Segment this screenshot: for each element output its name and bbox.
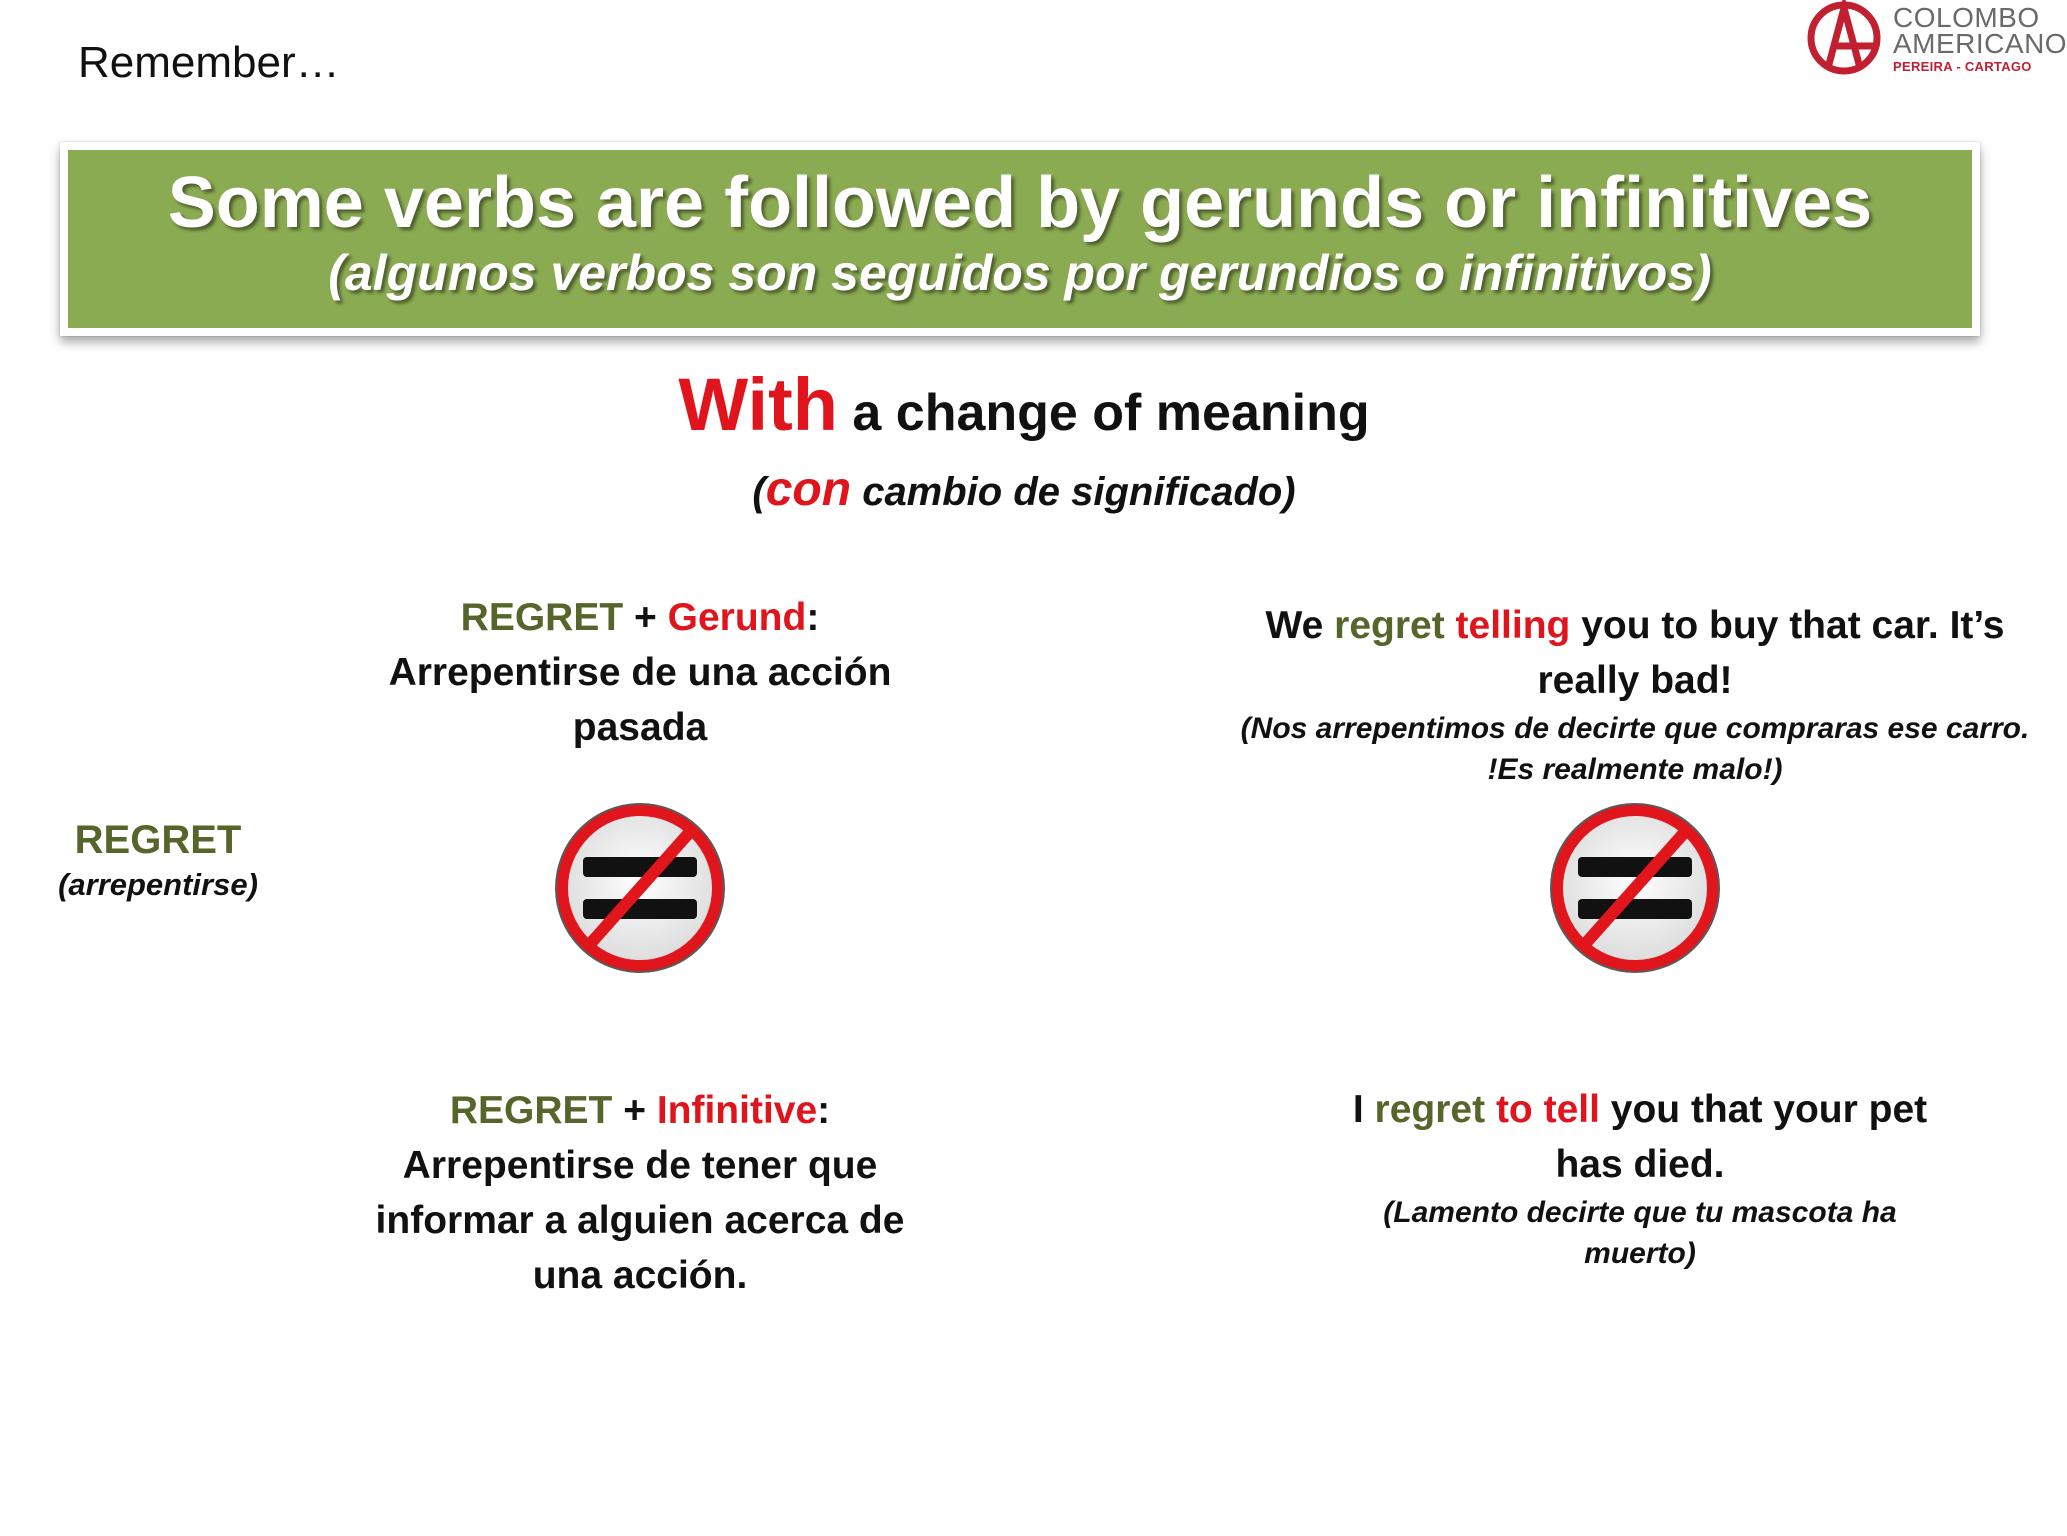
gerund-example-translation-1: (Nos arrepentimos de decirte que compraras ese carro. bbox=[1240, 712, 2030, 745]
logo-line-1: COLOMBO bbox=[1893, 2, 2040, 33]
infinitive-ex-rest1: you that your pet bbox=[1599, 1088, 1928, 1131]
verb-word: REGRET bbox=[74, 818, 242, 862]
gerund-example bbox=[1230, 598, 2040, 790]
infinitive-example bbox=[1280, 1082, 2000, 1274]
gerund-form: Gerund bbox=[667, 596, 807, 639]
heading-with: With bbox=[678, 363, 838, 446]
infinitive-example-line-1 bbox=[1280, 1082, 2000, 1137]
section-heading bbox=[0, 362, 2048, 447]
gerund-rule-heading bbox=[340, 590, 940, 645]
gerund-ex-rest1: you to buy that car. It’s bbox=[1570, 604, 2005, 647]
section-subheading bbox=[0, 462, 2048, 517]
infinitive-example-line-2: has died. bbox=[1555, 1143, 1725, 1186]
infinitive-rule bbox=[340, 1083, 940, 1303]
gerund-meaning-line-2: pasada bbox=[572, 706, 708, 749]
logo-text bbox=[1893, 4, 2067, 73]
infinitive-meaning-line-3: una acción. bbox=[532, 1254, 748, 1297]
infinitive-meaning-line-2: informar a alguien acerca de bbox=[375, 1199, 905, 1242]
gerund-example-line-2: really bad! bbox=[1537, 659, 1733, 702]
infinitive-ex-space bbox=[1485, 1088, 1496, 1131]
remember-label: Remember… bbox=[78, 38, 340, 87]
infinitive-ex-to-tell: to tell bbox=[1495, 1088, 1600, 1131]
infinitive-rule-heading bbox=[340, 1083, 940, 1138]
gerund-plus: + bbox=[623, 596, 668, 639]
gerund-meaning-line-1: Arrepentirse de una acción bbox=[388, 651, 892, 694]
infinitive-meaning-line-1: Arrepentirse de tener que bbox=[402, 1144, 878, 1187]
gerund-ex-regret: regret bbox=[1334, 604, 1445, 647]
banner-title: Some verbs are followed by gerunds or infinitives bbox=[167, 163, 1873, 243]
gerund-example-translation-2: !Es realmente malo!) bbox=[1487, 753, 1783, 786]
infinitive-example-translation-1: (Lamento decirte que tu mascota ha bbox=[1383, 1196, 1897, 1229]
not-equal-sign-icon bbox=[555, 803, 725, 973]
infinitive-ex-regret: regret bbox=[1374, 1088, 1486, 1131]
infinitive-ex-i: I bbox=[1352, 1088, 1375, 1131]
banner-subtitle: (algunos verbos son seguidos por gerundios o infinitivos) bbox=[328, 244, 1712, 301]
gerund-rule bbox=[340, 590, 940, 755]
gerund-ex-we: We bbox=[1265, 604, 1335, 647]
gerund-ex-space bbox=[1445, 604, 1456, 647]
gerund-colon: : bbox=[806, 596, 820, 639]
gerund-example-line-1 bbox=[1230, 598, 2040, 653]
infinitive-example-translation-2: muerto) bbox=[1584, 1237, 1696, 1270]
title-banner bbox=[60, 142, 1980, 336]
colombo-americano-logo-icon bbox=[1804, 0, 1888, 78]
subheading-con: con bbox=[765, 463, 852, 516]
verb-label bbox=[40, 818, 276, 903]
infinitive-plus: + bbox=[612, 1089, 657, 1132]
infinitive-verb: REGRET bbox=[449, 1089, 613, 1132]
heading-rest: a change of meaning bbox=[837, 384, 1370, 442]
gerund-verb: REGRET bbox=[460, 596, 624, 639]
subheading-open: ( bbox=[752, 470, 766, 514]
infinitive-colon: : bbox=[817, 1089, 831, 1132]
subheading-rest: cambio de significado) bbox=[851, 470, 1296, 514]
not-equal-sign-icon bbox=[1550, 803, 1720, 973]
gerund-ex-telling: telling bbox=[1455, 604, 1571, 647]
logo-line-2: AMERICANO bbox=[1893, 28, 2067, 59]
verb-translation: (arrepentirse) bbox=[58, 867, 258, 902]
logo-line-3: PEREIRA - CARTAGO bbox=[1893, 59, 2032, 74]
infinitive-form: Infinitive bbox=[656, 1089, 818, 1132]
